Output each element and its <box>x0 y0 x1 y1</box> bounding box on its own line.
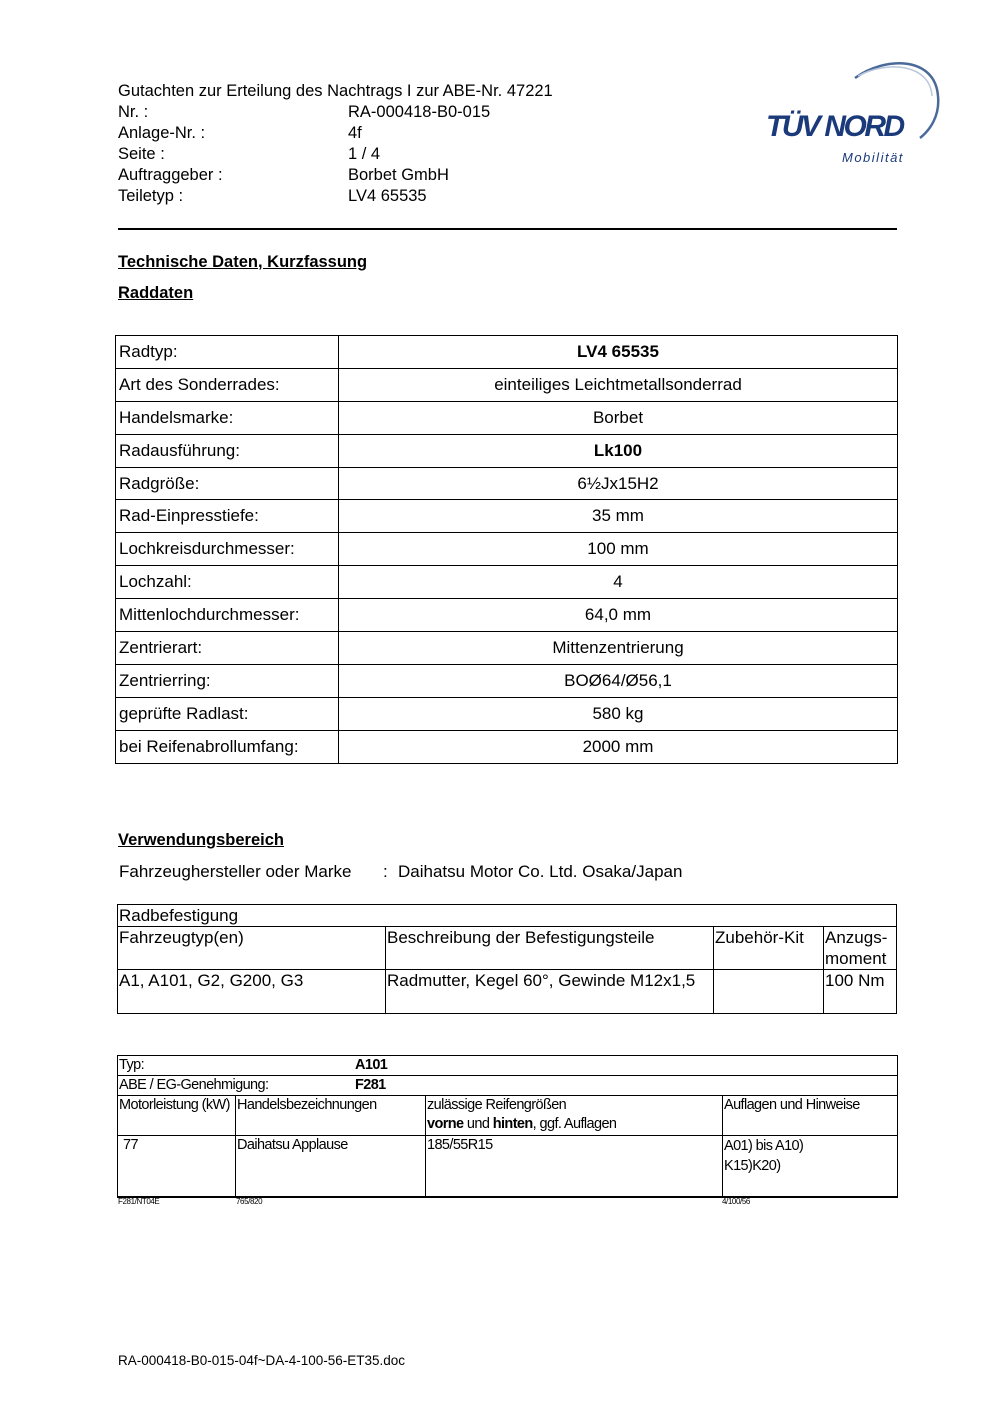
reifen-header-line2 <box>427 1115 721 1134</box>
auflagen-line2: K15)K20) <box>724 1158 781 1174</box>
row-value: 35 mm <box>339 500 898 533</box>
radbefestigung-table <box>117 904 897 1014</box>
table-cell: 100 Nm <box>824 970 897 1014</box>
column-header: Beschreibung der Befestigungsteile <box>386 927 714 970</box>
footnote-code: 4/100/56 <box>722 1197 750 1206</box>
table-row <box>116 730 898 763</box>
header-divider <box>118 228 897 230</box>
section-title-verwendungsbereich: Verwendungsbereich <box>118 831 284 849</box>
table-row <box>116 401 898 434</box>
abe-row <box>118 1076 898 1096</box>
footer-filename: RA-000418-B0-015-04f~DA-4-100-56-ET35.doc <box>118 1353 406 1368</box>
table-row <box>116 664 898 697</box>
column-header: Anzugs-moment <box>824 927 897 970</box>
row-label: geprüfte Radlast: <box>116 697 339 730</box>
hersteller-separator: : <box>383 862 388 881</box>
abe-label: ABE / EG-Genehmigung: <box>119 1077 269 1093</box>
row-value: 4 <box>339 566 898 599</box>
row-value: BOØ64/Ø56,1 <box>339 664 898 697</box>
row-label: Handelsmarke: <box>116 401 339 434</box>
table-row <box>116 434 898 467</box>
table-row <box>116 632 898 665</box>
raddaten-table <box>115 335 898 764</box>
typ-label: Typ: <box>119 1057 144 1073</box>
row-value: 2000 mm <box>339 730 898 763</box>
abe-value: F281 <box>355 1077 386 1093</box>
row-label: Radausführung: <box>116 434 339 467</box>
typ-value: A101 <box>355 1057 388 1073</box>
table-row <box>118 1096 898 1136</box>
column-header: Zubehör-Kit <box>714 927 824 970</box>
table-cell <box>714 970 824 1014</box>
radbefestigung-title: Radbefestigung <box>118 905 897 927</box>
row-value: 580 kg <box>339 697 898 730</box>
logo-wordmark: TÜV NORD <box>766 110 903 143</box>
table-row <box>118 905 897 927</box>
row-value: Borbet <box>339 401 898 434</box>
reifen-auflagen: , ggf. Auflagen <box>532 1116 617 1132</box>
column-header: Motorleistung (kW) <box>118 1096 236 1136</box>
table-cell: 185/55R15 <box>426 1136 723 1197</box>
hersteller-label: Fahrzeughersteller oder Marke <box>119 862 352 881</box>
table-cell: A1, A101, G2, G200, G3 <box>118 970 386 1014</box>
row-label: Radtyp: <box>116 336 339 369</box>
row-value: 6½Jx15H2 <box>339 467 898 500</box>
row-label: Radgröße: <box>116 467 339 500</box>
table-cell-auflagen <box>723 1136 898 1197</box>
reifen-vorne: vorne <box>427 1116 464 1132</box>
row-value: LV4 65535 <box>339 336 898 369</box>
column-header: Handelsbezeichnungen <box>236 1096 426 1136</box>
row-value: Mittenzentrierung <box>339 632 898 665</box>
row-value: 64,0 mm <box>339 599 898 632</box>
table-row <box>116 566 898 599</box>
reifen-header-line1: zulässige Reifengrößen <box>427 1097 567 1113</box>
logo-subtitle: Mobilität <box>842 150 904 165</box>
row-value: einteiliges Leichtmetallsonderrad <box>339 368 898 401</box>
row-label: Zentrierring: <box>116 664 339 697</box>
section-title-technische-daten: Technische Daten, Kurzfassung <box>118 253 368 271</box>
row-label: Rad-Einpresstiefe: <box>116 500 339 533</box>
table-row <box>116 467 898 500</box>
table-cell: 77 <box>118 1136 236 1197</box>
table-row <box>118 1136 898 1197</box>
table-row <box>116 336 898 369</box>
table-row <box>116 697 898 730</box>
table-row <box>118 1056 898 1076</box>
row-label: Lochzahl: <box>116 566 339 599</box>
row-label: Art des Sonderrades: <box>116 368 339 401</box>
row-label: Mittenlochdurchmesser: <box>116 599 339 632</box>
column-header: Fahrzeugtyp(en) <box>118 927 386 970</box>
row-label: Zentrierart: <box>116 632 339 665</box>
hersteller-value: Daihatsu Motor Co. Ltd. Osaka/Japan <box>398 862 683 881</box>
fahrzeug-table <box>117 1055 898 1198</box>
reifen-hinten: hinten <box>492 1116 533 1132</box>
table-row <box>118 1076 898 1096</box>
table-row <box>116 500 898 533</box>
table-cell: Radmutter, Kegel 60°, Gewinde M12x1,5 <box>386 970 714 1014</box>
column-header-reifen <box>426 1096 723 1136</box>
table-cell: Daihatsu Applause <box>236 1136 426 1197</box>
section-subtitle-raddaten: Raddaten <box>118 284 194 302</box>
row-value: Lk100 <box>339 434 898 467</box>
table-row <box>118 970 897 1014</box>
footnote-code: 765/820 <box>236 1197 263 1206</box>
row-label: bei Reifenabrollumfang: <box>116 730 339 763</box>
table-row <box>116 533 898 566</box>
reifen-und: und <box>463 1116 493 1132</box>
row-label: Lochkreisdurchmesser: <box>116 533 339 566</box>
table-row <box>116 368 898 401</box>
column-header: Auflagen und Hinweise <box>723 1096 898 1136</box>
footnote-code: F281/NT04E <box>118 1197 160 1206</box>
table-row <box>118 927 897 970</box>
hersteller-line <box>119 862 351 882</box>
row-value: 100 mm <box>339 533 898 566</box>
table-row <box>116 599 898 632</box>
tuv-nord-logo <box>760 58 945 173</box>
auflagen-line1: A01) bis A10) <box>724 1138 804 1154</box>
typ-row <box>118 1056 898 1076</box>
